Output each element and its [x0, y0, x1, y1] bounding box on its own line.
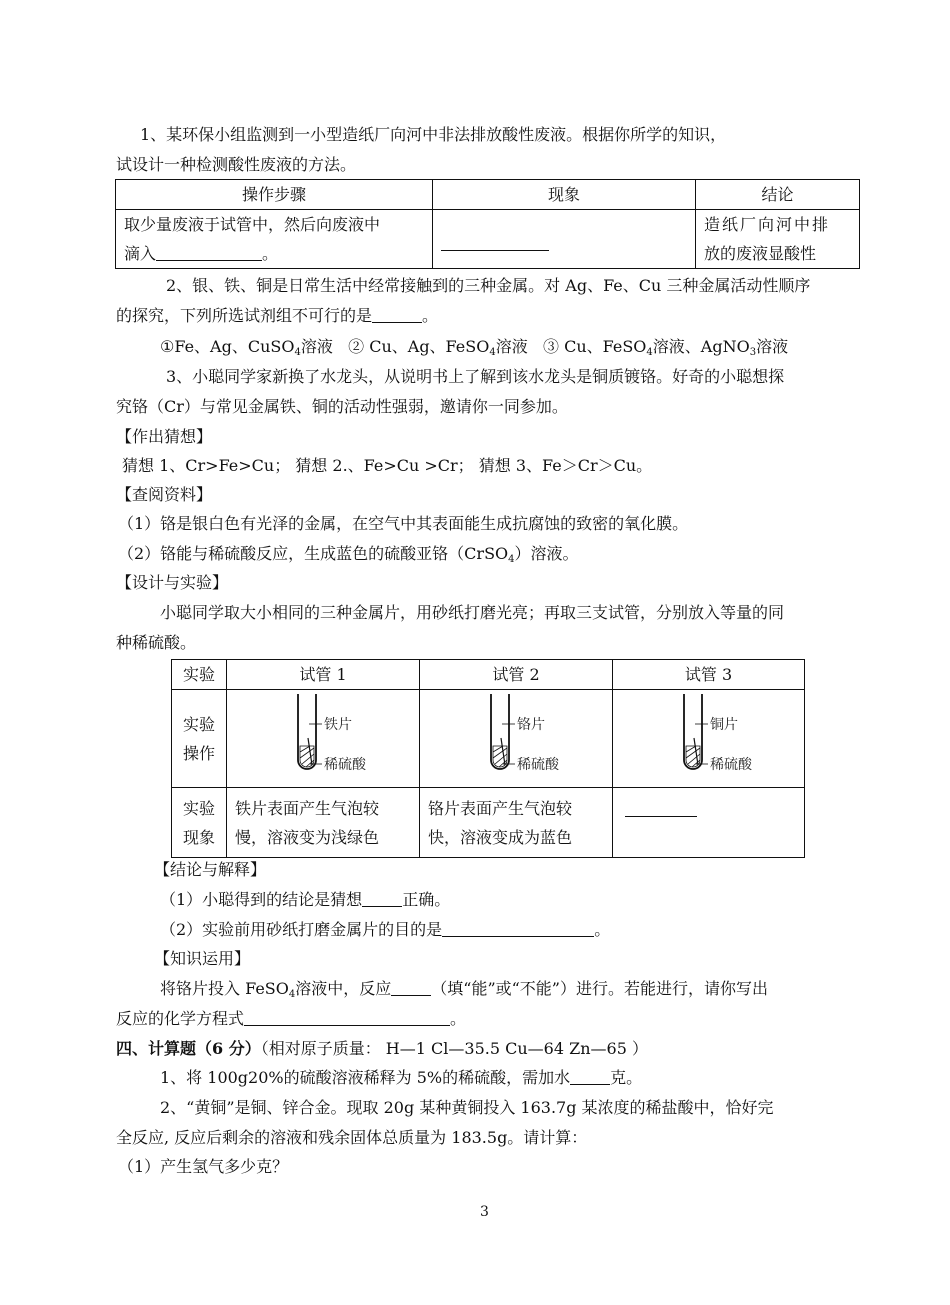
q2-option2: ② Cu、Ag、FeSO$_4$溶液 [348, 337, 528, 358]
q4-problem1: 1、将 100g20%的硫酸溶液稀释为 5%的稀硫酸，需加水 克。 [160, 1068, 643, 1087]
tube3-phenomenon [613, 788, 805, 858]
tube1-metal-label: 铁片 [324, 717, 352, 733]
q1-conclusion-a: 造纸厂向河中排 [704, 215, 831, 234]
q4-problem2-line1: 2、“黄铜”是铜、锌合金。现取 20g 某种黄铜投入 163.7g 某浓度的稀盐酸中，恰好完 [160, 1098, 774, 1117]
q1-header-conclusion: 结论 [696, 180, 860, 210]
q2-options [160, 337, 788, 363]
q4-atomic-masses: （相对原子质量： H—1 Cl—35.5 Cu—64 Zn—65 ） [260, 1039, 648, 1058]
q2-option3: ③ Cu、FeSO$_4$溶液、AgNO$_3$溶液 [543, 337, 789, 358]
q3-heading-use: 【知识运用】 [154, 949, 251, 968]
tube1-cell [227, 690, 420, 788]
q2-line2-prefix: 的探究，下列所选试剂组不可行的是 [116, 306, 373, 325]
q3-design2: 种稀硫酸。 [116, 633, 197, 652]
tube3-phenomenon-blank[interactable] [625, 800, 697, 817]
tube3-acid-label: 稀硫酸 [709, 757, 752, 773]
q3-row-phenomenon-label: 实验 现象 [172, 788, 227, 858]
q1-step-b [124, 239, 424, 268]
q3-guess-blank[interactable] [362, 890, 402, 907]
q3-can-blank[interactable] [391, 979, 431, 996]
q4-heading [116, 1039, 648, 1059]
q1-line1: 1、某环保小组监测到一小型造纸厂向河中非法排放酸性废液。根据你所学的知识， [140, 125, 727, 144]
q3-col-tube1: 试管 1 [227, 660, 420, 690]
q3-col-experiment: 实验 [172, 660, 227, 690]
q1-step-cell [116, 210, 433, 269]
page-number: 3 [480, 1204, 489, 1220]
q2-answer-blank[interactable] [372, 306, 422, 323]
q4-title: 四、计算题（6 分） [116, 1039, 261, 1058]
test-tube-icon [441, 690, 591, 778]
q1-reagent-blank[interactable] [156, 244, 262, 261]
q2-line2-suffix: 。 [422, 306, 439, 325]
q3-heading-info: 【查阅资料】 [116, 485, 213, 504]
q3-info1: （1）铬是银白色有光泽的金属，在空气中其表面能生成抗腐蚀的致密的氧化膜。 [118, 514, 689, 533]
q3-heading-conclusion: 【结论与解释】 [154, 860, 267, 879]
q3-guesses: 猜想 1、Cr>Fe>Cu； 猜想 2.、Fe>Cu >Cr； 猜想 3、Fe＞Cr＞Cu。 [122, 456, 653, 475]
q1-header-phenomenon: 现象 [433, 180, 696, 210]
q3-col-tube3: 试管 3 [613, 660, 805, 690]
q3-purpose-blank[interactable] [442, 920, 594, 937]
q1-step-a: 取少量废液于试管中，然后向废液中 [124, 215, 381, 234]
q3-use1: 将铬片投入 FeSO$_4$溶液中，反应 （填“能”或“不能”）进行。若能进行，请你写出 [160, 979, 768, 1000]
tube1-acid-label: 稀硫酸 [324, 757, 366, 773]
q1-conclusion-cell [696, 210, 860, 269]
q3-info2: （2）铬能与稀硫酸反应，生成蓝色的硫酸亚铬（CrSO$_4$）溶液。 [118, 544, 579, 565]
q2-line2 [116, 306, 438, 326]
q4-problem2-q1: （1）产生氢气多少克？ [118, 1157, 289, 1176]
q3-line2: 究铬（Cr）与常见金属铁、铜的活动性强弱，邀请你一同参加。 [116, 397, 568, 416]
q1-step-b-suffix: 。 [262, 244, 279, 263]
q1-step-b-prefix: 滴入 [124, 244, 157, 263]
q3-experiment-table [171, 659, 805, 858]
q3-col-tube2: 试管 2 [420, 660, 613, 690]
tube3-cell [613, 690, 805, 788]
q3-row-operation-label: 实验 操作 [172, 690, 227, 788]
test-tube-icon [634, 690, 784, 778]
q3-heading-design: 【设计与实验】 [116, 573, 229, 592]
q2-option1: ①Fe、Ag、CuSO$_4$溶液 [160, 337, 333, 358]
q2-line1: 2、银、铁、铜是日常生活中经常接触到的三种金属。对 Ag、Fe、Cu 三种金属活动性顺序 [166, 276, 811, 295]
q4-water-blank[interactable] [570, 1068, 610, 1085]
q4-problem2-line2: 全反应, 反应后剩余的溶液和残余固体总质量为 183.5g。请计算： [116, 1128, 588, 1147]
q3-heading-guess: 【作出猜想】 [116, 427, 213, 446]
q1-table [115, 179, 860, 269]
q1-header-steps: 操作步骤 [116, 180, 433, 210]
tube2-phenomenon: 铬片表面产生气泡较 快，溶液变成为蓝色 [420, 788, 613, 858]
q3-conclusion1: （1）小聪得到的结论是猜想 正确。 [160, 890, 451, 909]
tube2-metal-label: 铬片 [517, 717, 545, 733]
q3-line1: 3、小聪同学家新换了水龙头，从说明书上了解到该水龙头是铜质镀铬。好奇的小聪想探 [166, 367, 785, 386]
tube1-phenomenon: 铁片表面产生气泡较 慢，溶液变为浅绿色 [227, 788, 420, 858]
tube2-acid-label: 稀硫酸 [517, 757, 559, 773]
tube2-cell [420, 690, 613, 788]
q3-conclusion2: （2）实验前用砂纸打磨金属片的目的是 。 [160, 920, 611, 939]
q3-use2: 反应的化学方程式 。 [116, 1009, 467, 1028]
q1-line2: 试设计一种检测酸性废液的方法。 [116, 155, 357, 174]
q1-phenomenon-cell [433, 210, 696, 269]
tube3-metal-label: 铜片 [709, 717, 738, 733]
q1-phenomenon-blank[interactable] [441, 234, 549, 251]
q3-design1: 小聪同学取大小相同的三种金属片，用砂纸打磨光亮；再取三支试管，分别放入等量的同 [160, 603, 785, 622]
test-tube-icon [248, 690, 398, 778]
q1-conclusion-b: 放的废液显酸性 [704, 244, 817, 263]
q3-equation-blank[interactable] [244, 1009, 450, 1026]
